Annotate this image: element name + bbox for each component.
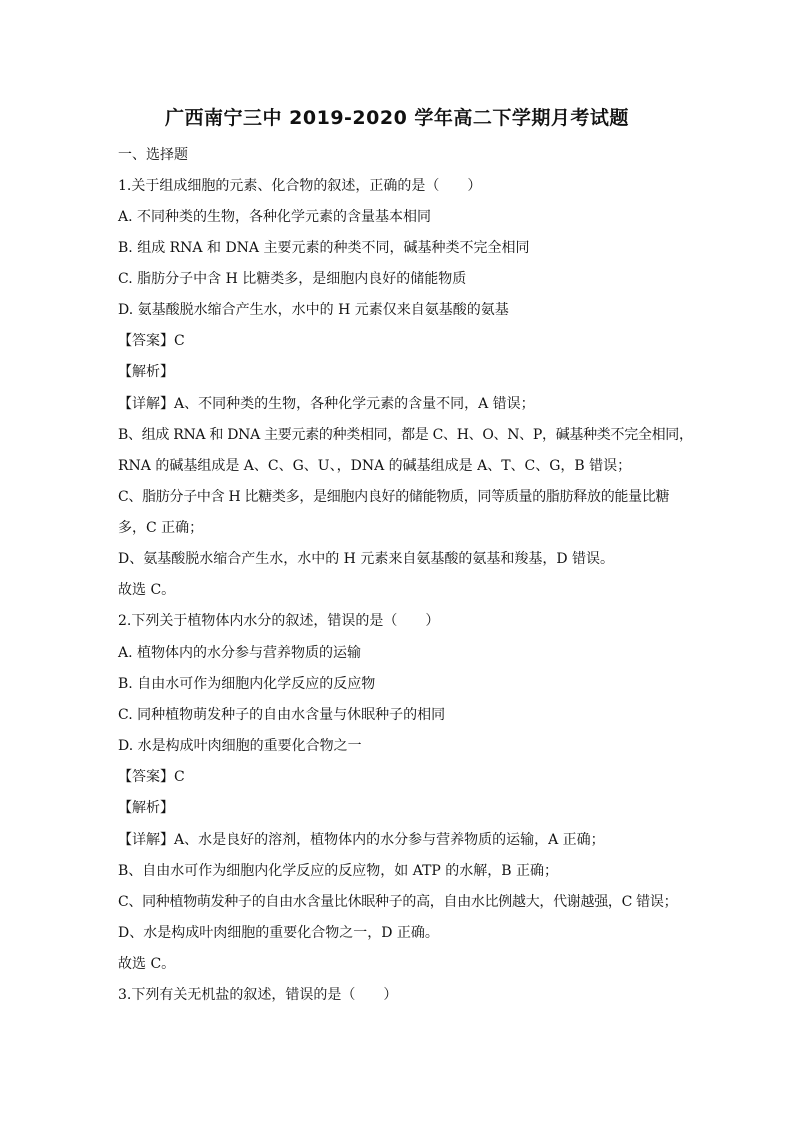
question-2-detail-a: 【详解】A、水是良好的溶剂，植物体内的水分参与营养物质的运输，A 正确； — [118, 832, 605, 848]
question-2-detail-d: D、水是构成叶肉细胞的重要化合物之一，D 正确。 — [118, 925, 439, 941]
question-2-option-d: D. 水是构成叶肉细胞的重要化合物之一 — [118, 738, 362, 754]
document-title: 广西南宁三中 2019-2020 学年高二下学期月考试题 — [165, 107, 629, 129]
question-1-detail-c: C、脂肪分子中含 H 比糖类多，是细胞内良好的储能物质，同等质量的脂肪释放的能量比糖 — [118, 489, 670, 505]
question-2-detail-b: B、自由水可作为细胞内化学反应的反应物，如 ATP 的水解，B 正确； — [118, 863, 559, 879]
question-1-conclusion: 故选 C。 — [118, 582, 176, 598]
question-1-stem: 1.关于组成细胞的元素、化合物的叙述，正确的是（ ） — [118, 178, 482, 194]
question-2-option-c: C. 同种植物萌发种子的自由水含量与休眠种子的相同 — [118, 707, 446, 723]
question-1-option-a: A. 不同种类的生物，各种化学元素的含量基本相同 — [118, 209, 432, 225]
question-1-detail-d: D、氨基酸脱水缩合产生水，水中的 H 元素来自氨基酸的氨基和羧基，D 错误。 — [118, 551, 615, 567]
question-1-detail-b-cont: RNA 的碱基组成是 A、C、G、U、，DNA 的碱基组成是 A、T、C、G，B 错误； — [118, 458, 632, 474]
question-1-answer: 【答案】C — [118, 333, 185, 349]
question-1-option-d: D. 氨基酸脱水缩合产生水，水中的 H 元素仅来自氨基酸的氨基 — [118, 302, 509, 318]
question-1-analysis-label: 【解析】 — [118, 364, 174, 380]
question-2-option-a: A. 植物体内的水分参与营养物质的运输 — [118, 645, 362, 661]
question-2-conclusion: 故选 C。 — [118, 956, 176, 972]
question-2-stem: 2.下列关于植物体内水分的叙述，错误的是（ ） — [118, 613, 440, 629]
question-1-detail-b: B、组成 RNA 和 DNA 主要元素的种类相同，都是 C、H、O、N、P，碱基种类不完全相同， — [118, 427, 693, 443]
question-1-option-b: B. 组成 RNA 和 DNA 主要元素的种类不同，碱基种类不完全相同 — [118, 240, 530, 256]
question-2-answer: 【答案】C — [118, 769, 185, 785]
question-2-detail-c: C、同种植物萌发种子的自由水含量比休眠种子的高，自由水比例越大，代谢越强，C 错误； — [118, 894, 678, 910]
section-label: 一、选择题 — [118, 147, 188, 163]
question-2-option-b: B. 自由水可作为细胞内化学反应的反应物 — [118, 676, 376, 692]
question-1-option-c: C. 脂肪分子中含 H 比糖类多，是细胞内良好的储能物质 — [118, 271, 467, 287]
question-1-detail-a: 【详解】A、不同种类的生物，各种化学元素的含量不同，A 错误； — [118, 396, 535, 412]
question-1-detail-c-cont: 多，C 正确； — [118, 520, 204, 536]
question-2-analysis-label: 【解析】 — [118, 800, 174, 816]
question-3-stem: 3.下列有关无机盐的叙述，错误的是（ ） — [118, 987, 398, 1003]
